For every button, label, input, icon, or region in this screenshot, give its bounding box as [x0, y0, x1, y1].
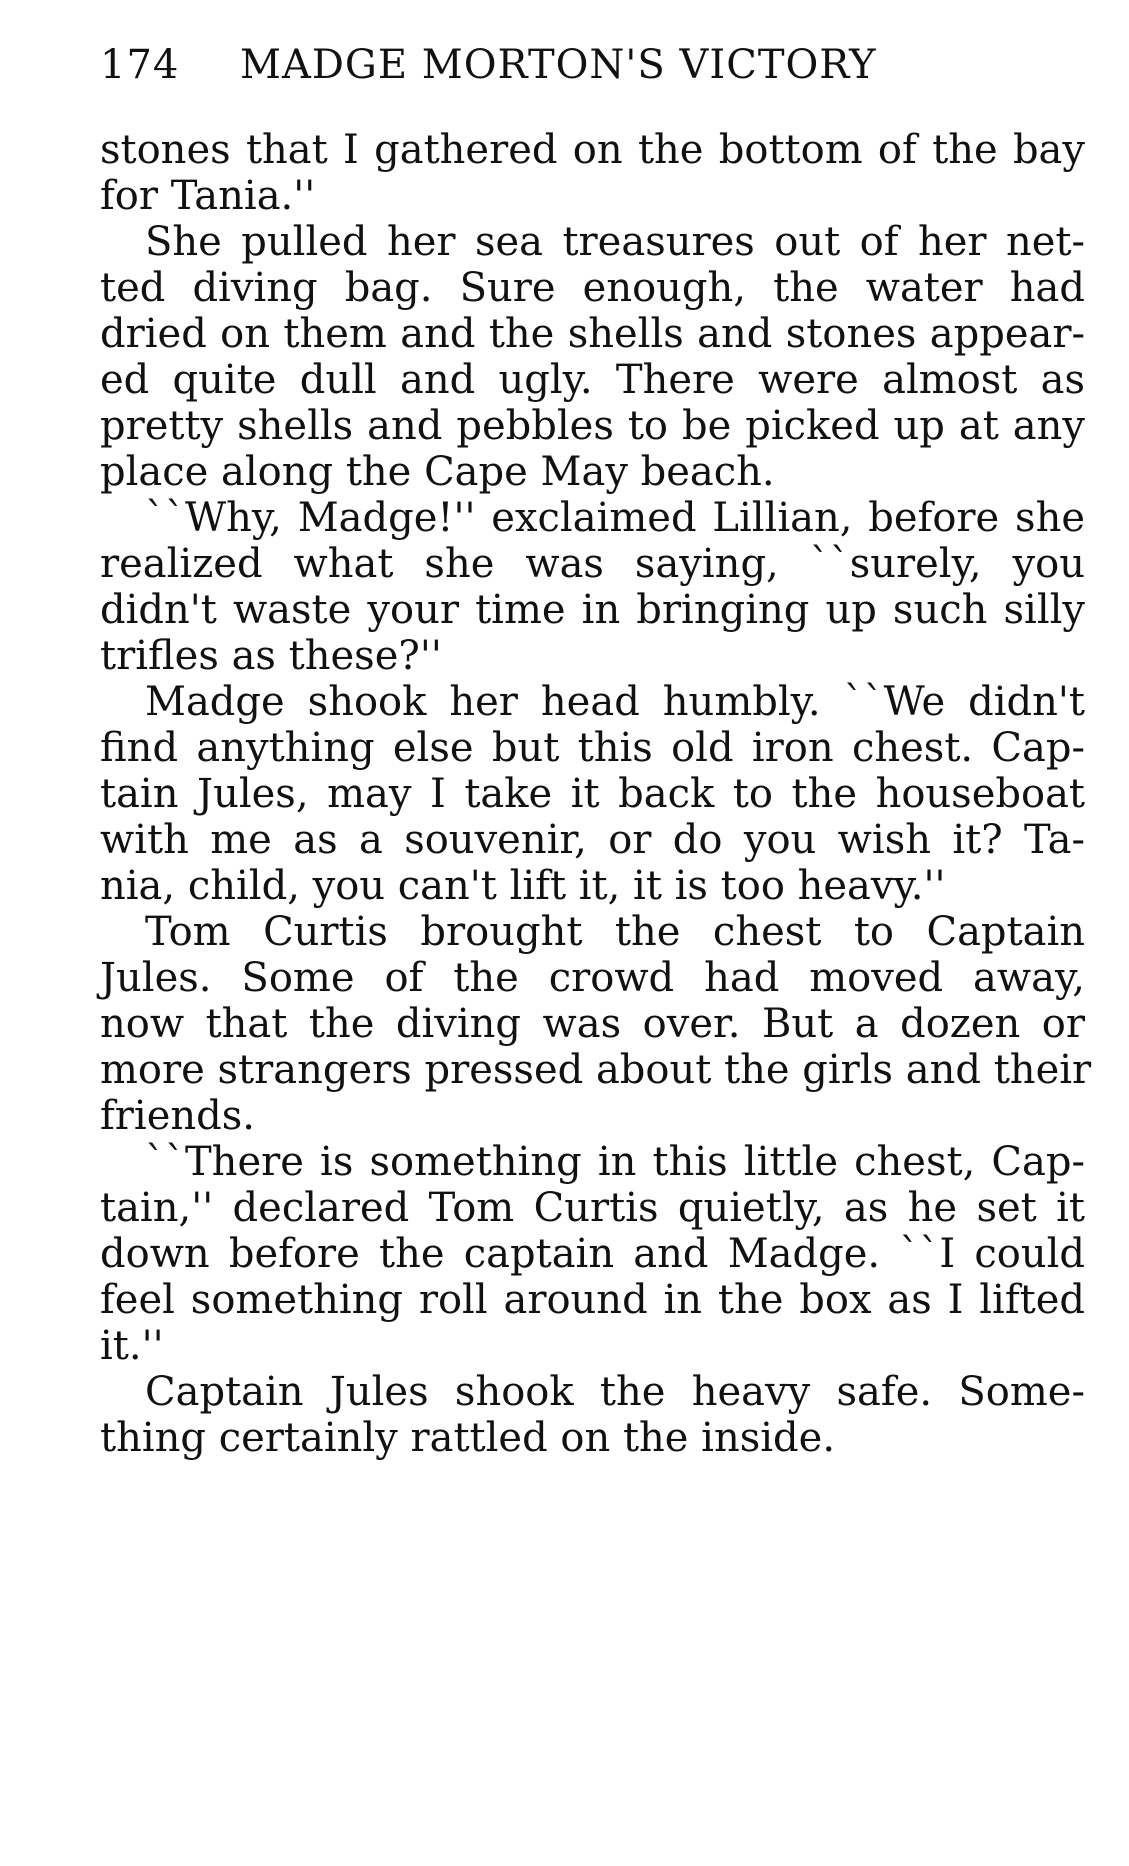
text-line: place along the Cape May beach. — [100, 449, 775, 495]
text-line: She pulled her sea treasures out of her net- — [145, 219, 1085, 265]
text-line: pretty shells and pebbles to be picked up at any — [100, 403, 1085, 449]
text-line: Jules. Some of the crowd had moved away, — [100, 955, 1085, 1001]
text-line: nia, child, you can't lift it, it is too heavy.'' — [100, 863, 946, 909]
text-line: down before the captain and Madge. ``I could — [100, 1231, 1085, 1277]
text-line: ``Why, Madge!'' exclaimed Lillian, before she — [145, 495, 1085, 541]
text-line: Tom Curtis brought the chest to Captain — [145, 909, 1085, 955]
text-line: for Tania.'' — [100, 173, 316, 219]
text-line: ted diving bag. Sure enough, the water had — [100, 265, 1085, 311]
text-line: Madge shook her head humbly. ``We didn't — [145, 679, 1085, 725]
text-line: Captain Jules shook the heavy safe. Some- — [145, 1369, 1085, 1415]
text-line: find anything else but this old iron chest. Cap- — [100, 725, 1085, 771]
text-line: now that the diving was over. But a dozen or — [100, 1001, 1085, 1047]
text-line: didn't waste your time in bringing up such silly — [100, 587, 1085, 633]
text-line: tain,'' declared Tom Curtis quietly, as he set it — [100, 1185, 1085, 1231]
text-line: ``There is something in this little chest, Cap- — [145, 1139, 1085, 1185]
running-head: MADGE MORTON'S VICTORY — [240, 42, 877, 88]
text-line: trifles as these?'' — [100, 633, 442, 679]
text-line: more strangers pressed about the girls and their — [100, 1047, 1092, 1093]
text-line: feel something roll around in the box as I lifted — [100, 1277, 1085, 1323]
text-line: thing certainly rattled on the inside. — [100, 1415, 836, 1461]
text-line: it.'' — [100, 1323, 164, 1369]
text-line: with me as a souvenir, or do you wish it? Ta- — [100, 817, 1085, 863]
page-number: 174 — [100, 42, 180, 88]
text-line: dried on them and the shells and stones appear- — [100, 311, 1085, 357]
text-line: stones that I gathered on the bottom of the bay — [100, 127, 1085, 173]
page-header — [100, 40, 980, 90]
text-line: friends. — [100, 1093, 255, 1139]
text-line: realized what she was saying, ``surely, you — [100, 541, 1085, 587]
text-line: ed quite dull and ugly. There were almost as — [100, 357, 1085, 403]
text-line: tain Jules, may I take it back to the houseboat — [100, 771, 1085, 817]
